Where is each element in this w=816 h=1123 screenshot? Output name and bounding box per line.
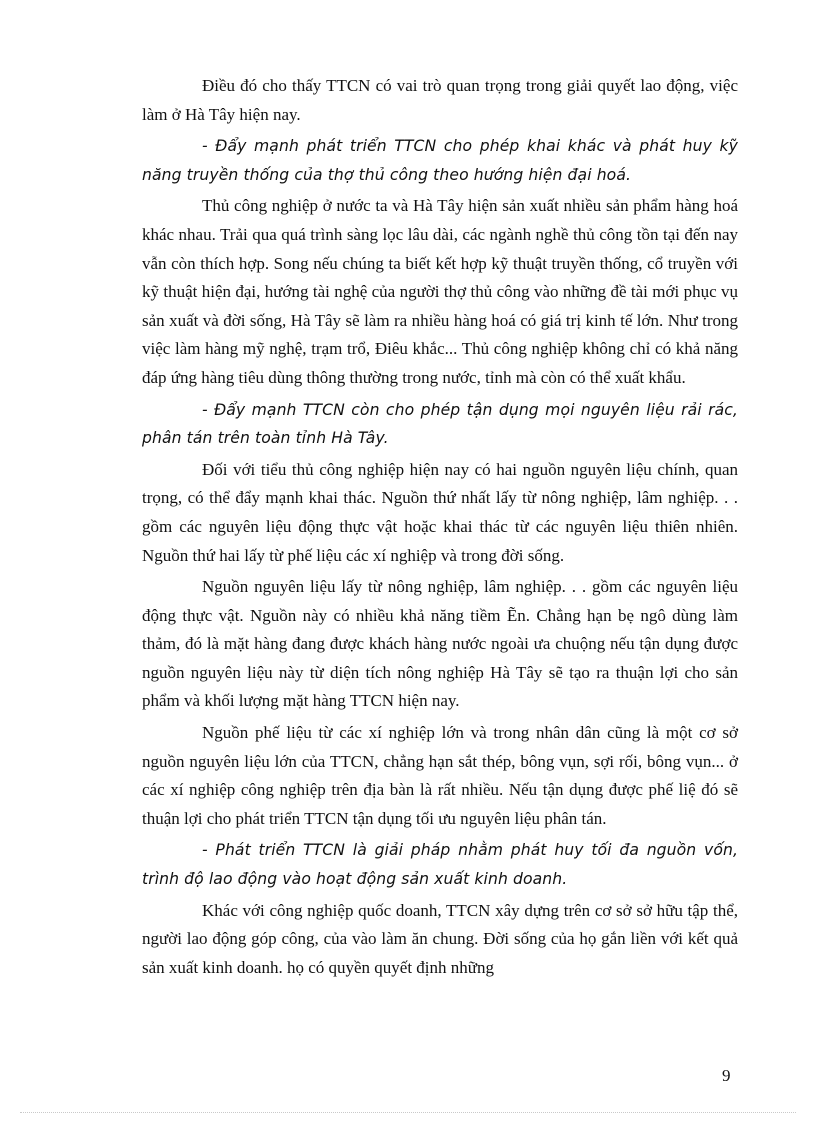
heading-traditional-skills: - Đẩy mạnh phát triển TTCN cho phép khai khác và phát huy kỹ năng truyền thống của thợ thủ công theo hướng hiện đại hoá. bbox=[142, 137, 738, 184]
paragraph-agricultural-materials: Nguồn nguyên liệu lấy từ nông nghiệp, lâm nghiệp. . . gồm các nguyên liệu động thực vật. Nguồn này có nhiều khả năng tiềm Ẽn. Chẳng hạn bẹ ngô dùng làm thảm, đó là mặt hàng đang được khách hàng nước ngoài ưa chuộng nếu tận dụng được nguồn nguyên liệu này từ diện tích nông nghiệp Hà Tây sẽ tạo ra thuận lợi cho sản phẩm và khối lượng mặt hàng TTCN hiện nay. bbox=[142, 577, 738, 711]
paragraph-two-material-sources: Đối với tiểu thủ công nghiệp hiện nay có hai nguồn nguyên liệu chính, quan trọng, có thể đẩy mạnh khai thác. Nguồn thứ nhất lấy từ nông nghiệp, lâm nghiệp. . . gồm các nguyên liệu động thực vật hoặc khai thác từ các nguyên liệu thiên nhiên. Nguồn thứ hai lấy từ phế liệu các xí nghiệp và trong đời sống. bbox=[142, 459, 738, 565]
page-number: 9 bbox=[722, 1066, 731, 1085]
body-text bbox=[142, 72, 738, 985]
paragraph-industrial-scrap: Nguồn phế liệu từ các xí nghiệp lớn và trong nhân dân cũng là một cơ sở nguồn nguyên liệu lớn của TTCN, chẳng hạn sắt thép, bông vụn, sợi rối, bông vụn... ở các xí nghiệp công nghiệp trên địa bàn là rất nhiều. Nếu tận dụng được phế liệ đó sẽ thuận lợi cho phát triển TTCN tận dụng tối ưu nguyên liệu phân tán. bbox=[142, 723, 738, 828]
paragraph-handicraft-products: Thủ công nghiệp ở nước ta và Hà Tây hiện sản xuất nhiều sản phẩm hàng hoá khác nhau. Trải qua quá trình sàng lọc lâu dài, các ngành nghề thủ công tồn tại đến nay vẫn còn thích hợp. Song nếu chúng ta biết kết hợp kỹ thuật truyền thống, cổ truyền với kỹ thuật hiện đại, hướng tài nghệ của người thợ thủ công vào những đề tài mới phục vụ sản xuất và đời sống, Hà Tây sẽ làm ra nhiều hàng hoá có giá trị kinh tế lớn. Như trong việc làm hàng mỹ nghệ, trạm trổ, Điêu khắc... Thủ công nghiệp không chỉ có khả năng đáp ứng hàng tiêu dùng thông thường trong nước, tỉnh mà còn có thể xuất khẩu. bbox=[142, 196, 738, 387]
heading-capital-and-labor: - Phát triển TTCN là giải pháp nhằm phát huy tối đa nguồn vốn, trình độ lao động vào hoạt động sản xuất kinh doanh. bbox=[142, 841, 738, 889]
page-bottom-rule bbox=[20, 1112, 796, 1113]
heading-scattered-materials: - Đẩy mạnh TTCN còn cho phép tận dụng mọi nguyên liệu rải rác, phân tán trên toàn tỉnh Hà Tây. bbox=[142, 400, 738, 448]
paragraph-role-of-ttcn: Điều đó cho thấy TTCN có vai trò quan trọng trong giải quyết lao động, việc làm ở Hà Tây hiện nay. bbox=[142, 76, 738, 124]
paragraph-collective-ownership: Khác với công nghiệp quốc doanh, TTCN xây dựng trên cơ sở sở hữu tập thể, người lao động góp công, của vào làm ăn chung. Đời sống của họ gắn liền với kết quả sản xuất kinh doanh. họ có quyền quyết định những bbox=[142, 900, 738, 977]
